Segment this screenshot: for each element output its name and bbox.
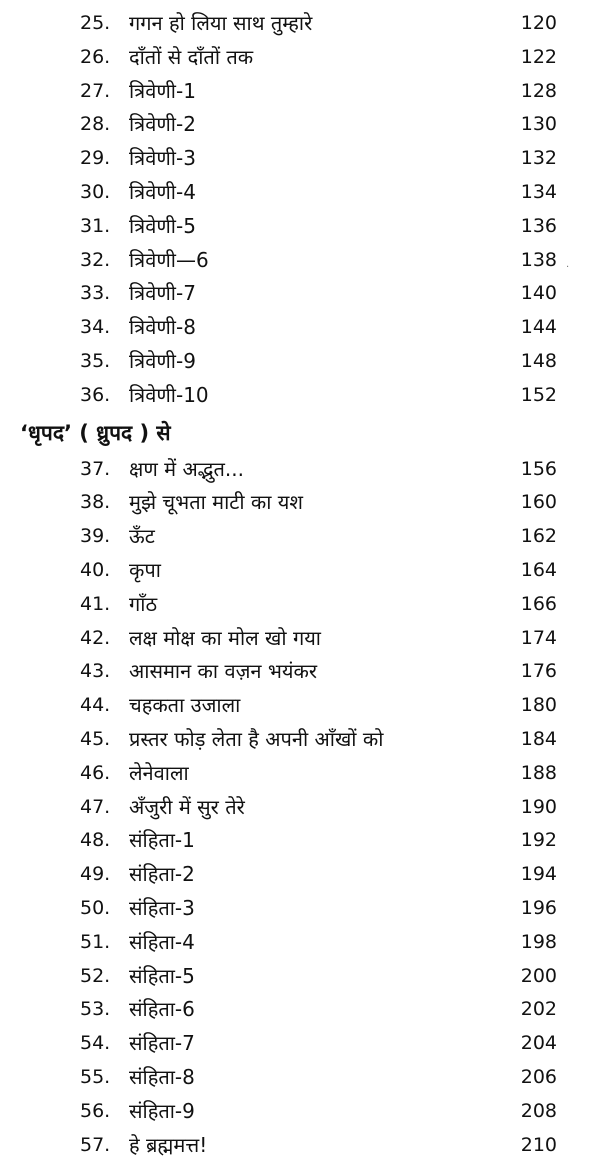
entry-title: हे ब्रह्ममत्त! bbox=[129, 1132, 208, 1157]
entry-number: 31. bbox=[80, 214, 111, 237]
entry-number: 33. bbox=[80, 282, 111, 305]
entry-number: 50. bbox=[80, 896, 111, 919]
entry-page-number: 152 bbox=[520, 383, 557, 406]
entry-number: 54. bbox=[80, 1032, 111, 1055]
entry-title: लेनेवाला bbox=[129, 760, 189, 785]
toc-entry bbox=[0, 345, 600, 379]
toc-entry bbox=[0, 791, 600, 825]
entry-page-number: 188 bbox=[520, 761, 557, 784]
entry-page-number: 144 bbox=[520, 316, 557, 339]
toc-entry bbox=[0, 554, 600, 588]
entry-number: 40. bbox=[80, 558, 111, 581]
entry-page-number: 162 bbox=[520, 525, 557, 548]
entry-title: त्रिवेणी-9 bbox=[129, 348, 196, 373]
entry-number: 30. bbox=[80, 180, 111, 203]
toc-entry bbox=[0, 655, 600, 689]
entry-number: 42. bbox=[80, 626, 111, 649]
entry-title: आसमान का वज़न भयंकर bbox=[129, 659, 318, 684]
toc-entry bbox=[0, 757, 600, 791]
entry-number: 28. bbox=[80, 113, 111, 136]
entry-page-number: 196 bbox=[520, 896, 557, 919]
entry-number: 47. bbox=[80, 795, 111, 818]
entry-title: संहिता-6 bbox=[129, 997, 195, 1022]
entry-page-number: 192 bbox=[520, 829, 557, 852]
entry-page-number: 138 bbox=[520, 248, 557, 271]
toc-entry bbox=[0, 1027, 600, 1061]
entry-title: क्षण में अद्भुत... bbox=[129, 456, 245, 481]
entry-title: त्रिवेणी-3 bbox=[129, 146, 196, 171]
toc-entry bbox=[0, 926, 600, 960]
entry-page-number: 122 bbox=[520, 45, 557, 68]
toc-entry bbox=[0, 622, 600, 656]
entry-title: दाँतों से दाँतों तक bbox=[129, 44, 254, 69]
entry-page-number: 198 bbox=[520, 930, 557, 953]
entry-number: 37. bbox=[80, 457, 111, 480]
entry-title: त्रिवेणी—6 bbox=[129, 247, 209, 272]
toc-entry bbox=[0, 689, 600, 723]
entry-number: 26. bbox=[80, 45, 111, 68]
entry-title: संहिता-8 bbox=[129, 1064, 195, 1089]
entry-title: चहकता उजाला bbox=[129, 693, 241, 718]
entry-number: 41. bbox=[80, 592, 111, 615]
toc-entry bbox=[0, 960, 600, 994]
entry-number: 45. bbox=[80, 727, 111, 750]
entry-page-number: 136 bbox=[520, 214, 557, 237]
entry-page-number: 134 bbox=[520, 180, 557, 203]
entry-title: गगन हो लिया साथ तुम्हारे bbox=[129, 11, 313, 35]
entry-number: 52. bbox=[80, 964, 111, 987]
toc-entry bbox=[0, 892, 600, 926]
entry-number: 57. bbox=[80, 1133, 111, 1156]
entry-title: प्रस्तर फोड़ लेता है अपनी आँखों को bbox=[129, 726, 384, 751]
stray-mark: · bbox=[566, 262, 570, 273]
toc-entry bbox=[0, 244, 600, 278]
entry-page-number: 176 bbox=[520, 660, 557, 683]
entry-number: 51. bbox=[80, 930, 111, 953]
entry-title: मुझे चूभता माटी का यश bbox=[129, 490, 303, 515]
entry-number: 49. bbox=[80, 863, 111, 886]
toc-entry bbox=[0, 41, 600, 75]
entry-page-number: 204 bbox=[520, 1032, 557, 1055]
toc-entry bbox=[0, 379, 600, 413]
toc-group-1 bbox=[0, 0, 600, 413]
entry-number: 46. bbox=[80, 761, 111, 784]
entry-page-number: 140 bbox=[520, 282, 557, 305]
entry-title: त्रिवेणी-5 bbox=[129, 213, 196, 238]
toc-entry-list bbox=[0, 7, 600, 413]
entry-page-number: 190 bbox=[520, 795, 557, 818]
entry-page-number: 160 bbox=[520, 491, 557, 514]
entry-page-number: 202 bbox=[520, 998, 557, 1021]
entry-number: 56. bbox=[80, 1099, 111, 1122]
entry-title: त्रिवेणी-8 bbox=[129, 315, 196, 340]
entry-title: संहिता-1 bbox=[129, 828, 195, 853]
entry-number: 29. bbox=[80, 147, 111, 170]
entry-page-number: 208 bbox=[520, 1099, 557, 1122]
entry-number: 39. bbox=[80, 525, 111, 548]
toc-entry bbox=[0, 1095, 600, 1129]
entry-page-number: 156 bbox=[520, 457, 557, 480]
entry-title: संहिता-3 bbox=[129, 895, 195, 920]
entry-number: 25. bbox=[80, 12, 111, 34]
entry-title: संहिता-7 bbox=[129, 1031, 195, 1056]
toc-entry bbox=[0, 210, 600, 244]
entry-page-number: 206 bbox=[520, 1065, 557, 1088]
entry-page-number: 132 bbox=[520, 147, 557, 170]
toc-entry bbox=[0, 277, 600, 311]
entry-title: संहिता-4 bbox=[129, 929, 195, 954]
toc-entry bbox=[0, 858, 600, 892]
toc-entry bbox=[0, 723, 600, 757]
toc-entry bbox=[0, 486, 600, 520]
toc-entry bbox=[0, 824, 600, 858]
entry-page-number: 210 bbox=[520, 1133, 557, 1156]
entry-title: गाँठ bbox=[129, 591, 158, 616]
toc-entry bbox=[0, 453, 600, 487]
entry-title: अँजुरी में सुर तेरे bbox=[129, 794, 245, 819]
toc-entry bbox=[0, 1129, 600, 1163]
entry-number: 48. bbox=[80, 829, 111, 852]
entry-title: कृपा bbox=[129, 557, 161, 582]
entry-number: 36. bbox=[80, 383, 111, 406]
toc-entry bbox=[0, 176, 600, 210]
entry-page-number: 166 bbox=[520, 592, 557, 615]
entry-number: 55. bbox=[80, 1065, 111, 1088]
toc-entry bbox=[0, 993, 600, 1027]
entry-title: लक्ष मोक्ष का मोल खो गया bbox=[129, 625, 321, 650]
entry-number: 35. bbox=[80, 349, 111, 372]
toc-entry bbox=[0, 1061, 600, 1095]
entry-page-number: 130 bbox=[520, 113, 557, 136]
entry-number: 38. bbox=[80, 491, 111, 514]
entry-page-number: 128 bbox=[520, 79, 557, 102]
entry-title: संहिता-2 bbox=[129, 862, 195, 887]
entry-title: संहिता-9 bbox=[129, 1098, 195, 1123]
entry-number: 53. bbox=[80, 998, 111, 1021]
entry-title: ऊँट bbox=[129, 524, 155, 549]
toc-entry bbox=[0, 7, 600, 41]
entry-title: त्रिवेणी-10 bbox=[129, 382, 209, 407]
section-heading: ‘धृपद’ ( ध्रुपद ) से bbox=[20, 420, 171, 445]
entry-page-number: 164 bbox=[520, 558, 557, 581]
entry-title: संहिता-5 bbox=[129, 963, 195, 988]
toc-group-2 bbox=[0, 413, 600, 1163]
toc-entry bbox=[0, 108, 600, 142]
entry-page-number: 194 bbox=[520, 863, 557, 886]
entry-page-number: 184 bbox=[520, 727, 557, 750]
toc-entry bbox=[0, 520, 600, 554]
entry-number: 32. bbox=[80, 248, 111, 271]
entry-page-number: 120 bbox=[520, 12, 557, 34]
entry-number: 44. bbox=[80, 694, 111, 717]
entry-page-number: 180 bbox=[520, 694, 557, 717]
entry-page-number: 174 bbox=[520, 626, 557, 649]
entry-number: 43. bbox=[80, 660, 111, 683]
toc-entry bbox=[0, 588, 600, 622]
toc-entry bbox=[0, 75, 600, 109]
toc-entry-list bbox=[0, 453, 600, 1163]
entry-title: त्रिवेणी-1 bbox=[129, 78, 196, 103]
entry-page-number: 200 bbox=[520, 964, 557, 987]
toc-entry bbox=[0, 142, 600, 176]
entry-number: 34. bbox=[80, 316, 111, 339]
toc-entry bbox=[0, 311, 600, 345]
entry-title: त्रिवेणी-2 bbox=[129, 112, 196, 137]
entry-title: त्रिवेणी-7 bbox=[129, 281, 196, 306]
entry-title: त्रिवेणी-4 bbox=[129, 179, 196, 204]
entry-number: 27. bbox=[80, 79, 111, 102]
entry-page-number: 148 bbox=[520, 349, 557, 372]
